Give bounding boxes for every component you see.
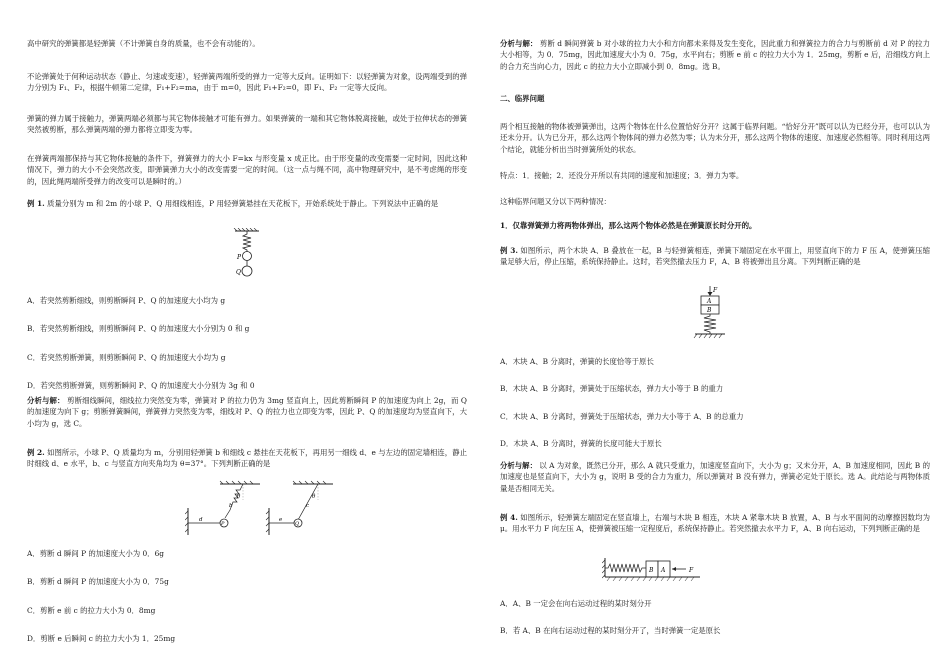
- figure-label-e: e: [279, 517, 283, 523]
- example-4-option-a: A．A、B 一定会在向右运动过程的某时刻分开: [500, 599, 652, 608]
- example-3-solution: [500, 460, 930, 494]
- example-1-option-a: A．若突然剪断细线，则剪断瞬间 P、Q 的加速度大小均为 g: [27, 296, 226, 305]
- figure-label-d: d: [199, 517, 203, 523]
- example-2-option-a: A．剪断 d 瞬间 P 的加速度大小为 0．6g: [27, 549, 165, 558]
- example-3-stem: [500, 245, 930, 268]
- solution-label: 分析与解：: [27, 396, 65, 405]
- example-1-stem: [27, 198, 438, 209]
- example-2-option-d: D．剪断 e 后瞬间 c 的拉力大小为 1．25mg: [27, 634, 176, 644]
- figure-spring-string-setup: [185, 480, 335, 540]
- example-4-option-b: B．若 A、B 在向右运动过程的某时刻分开了，当时弹簧一定是原长: [500, 626, 721, 636]
- example-3-text: 如图所示，两个木块 A、B 叠放在一起，B 与轻弹簧相连，弹簧下端固定在水平面上，用竖直向下的力 F 压 A，使弹簧压缩量足够大后，停止压缩，系统保持静止。这时，若突然撤去压力 F，A、B 将被弹出且分离。下列判断正确的是: [500, 246, 930, 267]
- para-spring-equal-force: 不论弹簧处于何种运动状态（静止、匀速或变速），轻弹簧两端所受的弹力一定等大反向。证明如下：以轻弹簧为对象，设两端受到的弹力分别为 F₁、F₂，根据牛顿第二定律，F₁+F₂=ma，由于 m=0，因此 F₁+F₂=0，即 F₁、F₂ 一定等大反向。: [27, 72, 467, 93]
- para-light-spring: 高中研究的弹簧都是轻弹簧（不计弹簧自身的质量，也不会有动能的）。: [27, 39, 260, 48]
- para-two-cases: 这种临界问题又分以下两种情况：: [500, 197, 611, 206]
- figure-label-q2: Q: [295, 521, 300, 527]
- solution-text: 以 A 为对象，既然已分开，那么 A 就只受重力，加速度竖直向下，大小为 g；又未分开，A、B 加速度相同，因此 B 的加速度也是竖直向下，大小为 g，说明 B 受的合力为重力，所以弹簧对 B 没有弹力，弹簧必定处于原长。选 A。此结论与两物体质量是否相同无关。: [500, 461, 930, 493]
- para-features: 特点：1．接触；2．还没分开所以有共同的速度和加速度；3．弹力为零。: [500, 171, 744, 180]
- example-2-options: [27, 548, 467, 645]
- example-2-option-c: C．剪断 e 前 c 的拉力大小为 0．8mg: [27, 605, 156, 615]
- solution-label: 分析与解：: [500, 39, 538, 48]
- example-2-stem: [27, 447, 467, 470]
- figure-label-theta-1: θ: [237, 494, 241, 500]
- example-1-text: 质量分别为 m 和 2m 的小球 P、Q 用细线相连，P 用轻弹簧悬挂在天花板下，开始系统处于静止。下列说法中正确的是: [47, 199, 439, 208]
- figure-label-theta-2: θ: [312, 494, 316, 500]
- example-3-option-c: C．木块 A、B 分离时，弹簧处于压缩状态，弹力大小等于 A、B 的总重力: [500, 411, 744, 421]
- example-2-label: 例 2.: [27, 448, 45, 457]
- example-1-options: [27, 295, 467, 392]
- example-3-label: 例 3.: [500, 246, 518, 255]
- example-4-options: [500, 598, 930, 637]
- figure-stacked-blocks: [685, 285, 735, 345]
- figure-label-b: B: [707, 307, 712, 314]
- section-heading-critical: 二、临界问题: [500, 94, 545, 103]
- para-critical-intro: 两个相互接触的物体被弹簧弹出，这两个物体在什么位置恰好分开？这属于临界问题。“恰好分开”既可以认为已经分开，也可以认为还未分开。认为已分开，那么这两个物体间的弹力必然为零；认为未分开，那么这两个物体的速度、加速度必然相等。同时利用这两个结论，就能分析出当时弹簧所处的状态。: [500, 122, 930, 154]
- figure-label-c: c: [306, 503, 310, 509]
- figure-horizontal-spring: [602, 557, 702, 583]
- figure-label-q: Q: [236, 269, 241, 276]
- figure-label-f: F: [713, 287, 718, 294]
- solution-label: 分析与解：: [500, 461, 537, 470]
- figure-label-p2: P: [221, 521, 225, 527]
- example-3-option-b: B．木块 A、B 分离时，弹簧处于压缩状态，弹力大小等于 B 的重力: [500, 384, 724, 394]
- para-hooke-law: 在弹簧两端都保持与其它物体接触的条件下，弹簧弹力的大小 F=kx 与形变量 x 成正比。由于形变量的改变需要一定时间，因此这种情况下，弹力的大小不会突然改变，即弹簧弹力大小的改变需要一定的时间。（这一点与绳不同，高中物理研究中，是不考虑绳的形变的，因此绳两端所受弹力的改变可以是瞬时的。）: [27, 154, 467, 186]
- para-case-1: 1．仅靠弹簧弹力将两物体弹出，那么这两个物体必然是在弹簧原长时分开的。: [500, 221, 757, 230]
- solution-text: 剪断 d 瞬间弹簧 b 对小球的拉力大小和方向都未来得及发生变化，因此重力和弹簧拉力的合力与剪断前 d 对 P 的拉力大小相等，为 0．75mg，因此加速度大小为 0．75g，水平向右；剪断 e 前 c 的拉力大小为 1．25mg，剪断 e 后，沿细线方向上的合力充当向心力，因此 c 的拉力大小立即减小到 0．8mg。选 B。: [500, 39, 930, 71]
- figure-label-b: b: [229, 503, 233, 509]
- example-3-option-d: D．木块 A、B 分离时，弹簧的长度可能大于原长: [500, 439, 662, 449]
- figure-label-a: A: [661, 567, 666, 574]
- figure-label-b: B: [649, 567, 654, 574]
- example-1-label: 例 1.: [27, 199, 45, 208]
- figure-spring-pq: [227, 228, 271, 280]
- example-1-option-c: C．若突然剪断弹簧，则剪断瞬间 P、Q 的加速度大小均为 g: [27, 352, 226, 362]
- figure-label-f: F: [689, 567, 694, 574]
- example-2-solution: [500, 38, 930, 72]
- example-3-option-a: A．木块 A、B 分离时，弹簧的长度恰等于原长: [500, 357, 654, 366]
- para-contact-force: 弹簧的弹力属于接触力，弹簧两端必须都与其它物体接触才可能有弹力。如果弹簧的一端和其它物体脱离接触，或处于拉伸状态的弹簧突然被剪断，那么弹簧两端的弹力都将立即变为零。: [27, 114, 467, 135]
- example-1-option-b: B．若突然剪断细线，则剪断瞬间 P、Q 的加速度大小分别为 0 和 g: [27, 324, 250, 334]
- example-4-stem: [500, 512, 930, 535]
- example-1-option-d: D．若突然剪断弹簧，则剪断瞬间 P、Q 的加速度大小分别为 3g 和 0: [27, 381, 255, 391]
- example-2-option-b: B．剪断 d 瞬间 P 的加速度大小为 0．75g: [27, 577, 169, 587]
- example-2-text: 如图所示，小球 P、Q 质量均为 m，分别用轻弹簧 b 和细线 c 悬挂在天花板下，再用另一细线 d、e 与左边的固定墙相连，静止时细线 d、e 水平，b、c 与竖直方向夹角均为 θ=37°。下列判断正确的是: [27, 448, 467, 469]
- example-1-solution: [27, 395, 467, 429]
- example-4-label: 例 4.: [500, 513, 518, 522]
- figure-label-a: A: [707, 298, 712, 305]
- solution-text: 剪断细线瞬间，细线拉力突然变为零，弹簧对 P 的拉力仍为 3mg 竖直向上，因此剪断瞬间 P 的加速度为向上 2g，而 Q 的加速度为向下 g；剪断弹簧瞬间，弹簧弹力突然变为零，细线对 P、Q 的拉力也立即变为零，因此 P、Q 的加速度均为竖直向下，大小均为 g，选 C。: [27, 396, 467, 428]
- example-4-text: 如图所示，轻弹簧左端固定在竖直墙上，右端与木块 B 相连，木块 A 紧靠木块 B 放置，A、B 与水平面间的动摩擦因数均为 μ。用水平力 F 向左压 A，使弹簧被压缩一定程度后，系统保持静止。若突然撤去水平力 F，A、B 向右运动，下列判断正确的是: [500, 513, 930, 534]
- figure-label-p: P: [237, 254, 242, 261]
- example-3-options: [500, 356, 930, 450]
